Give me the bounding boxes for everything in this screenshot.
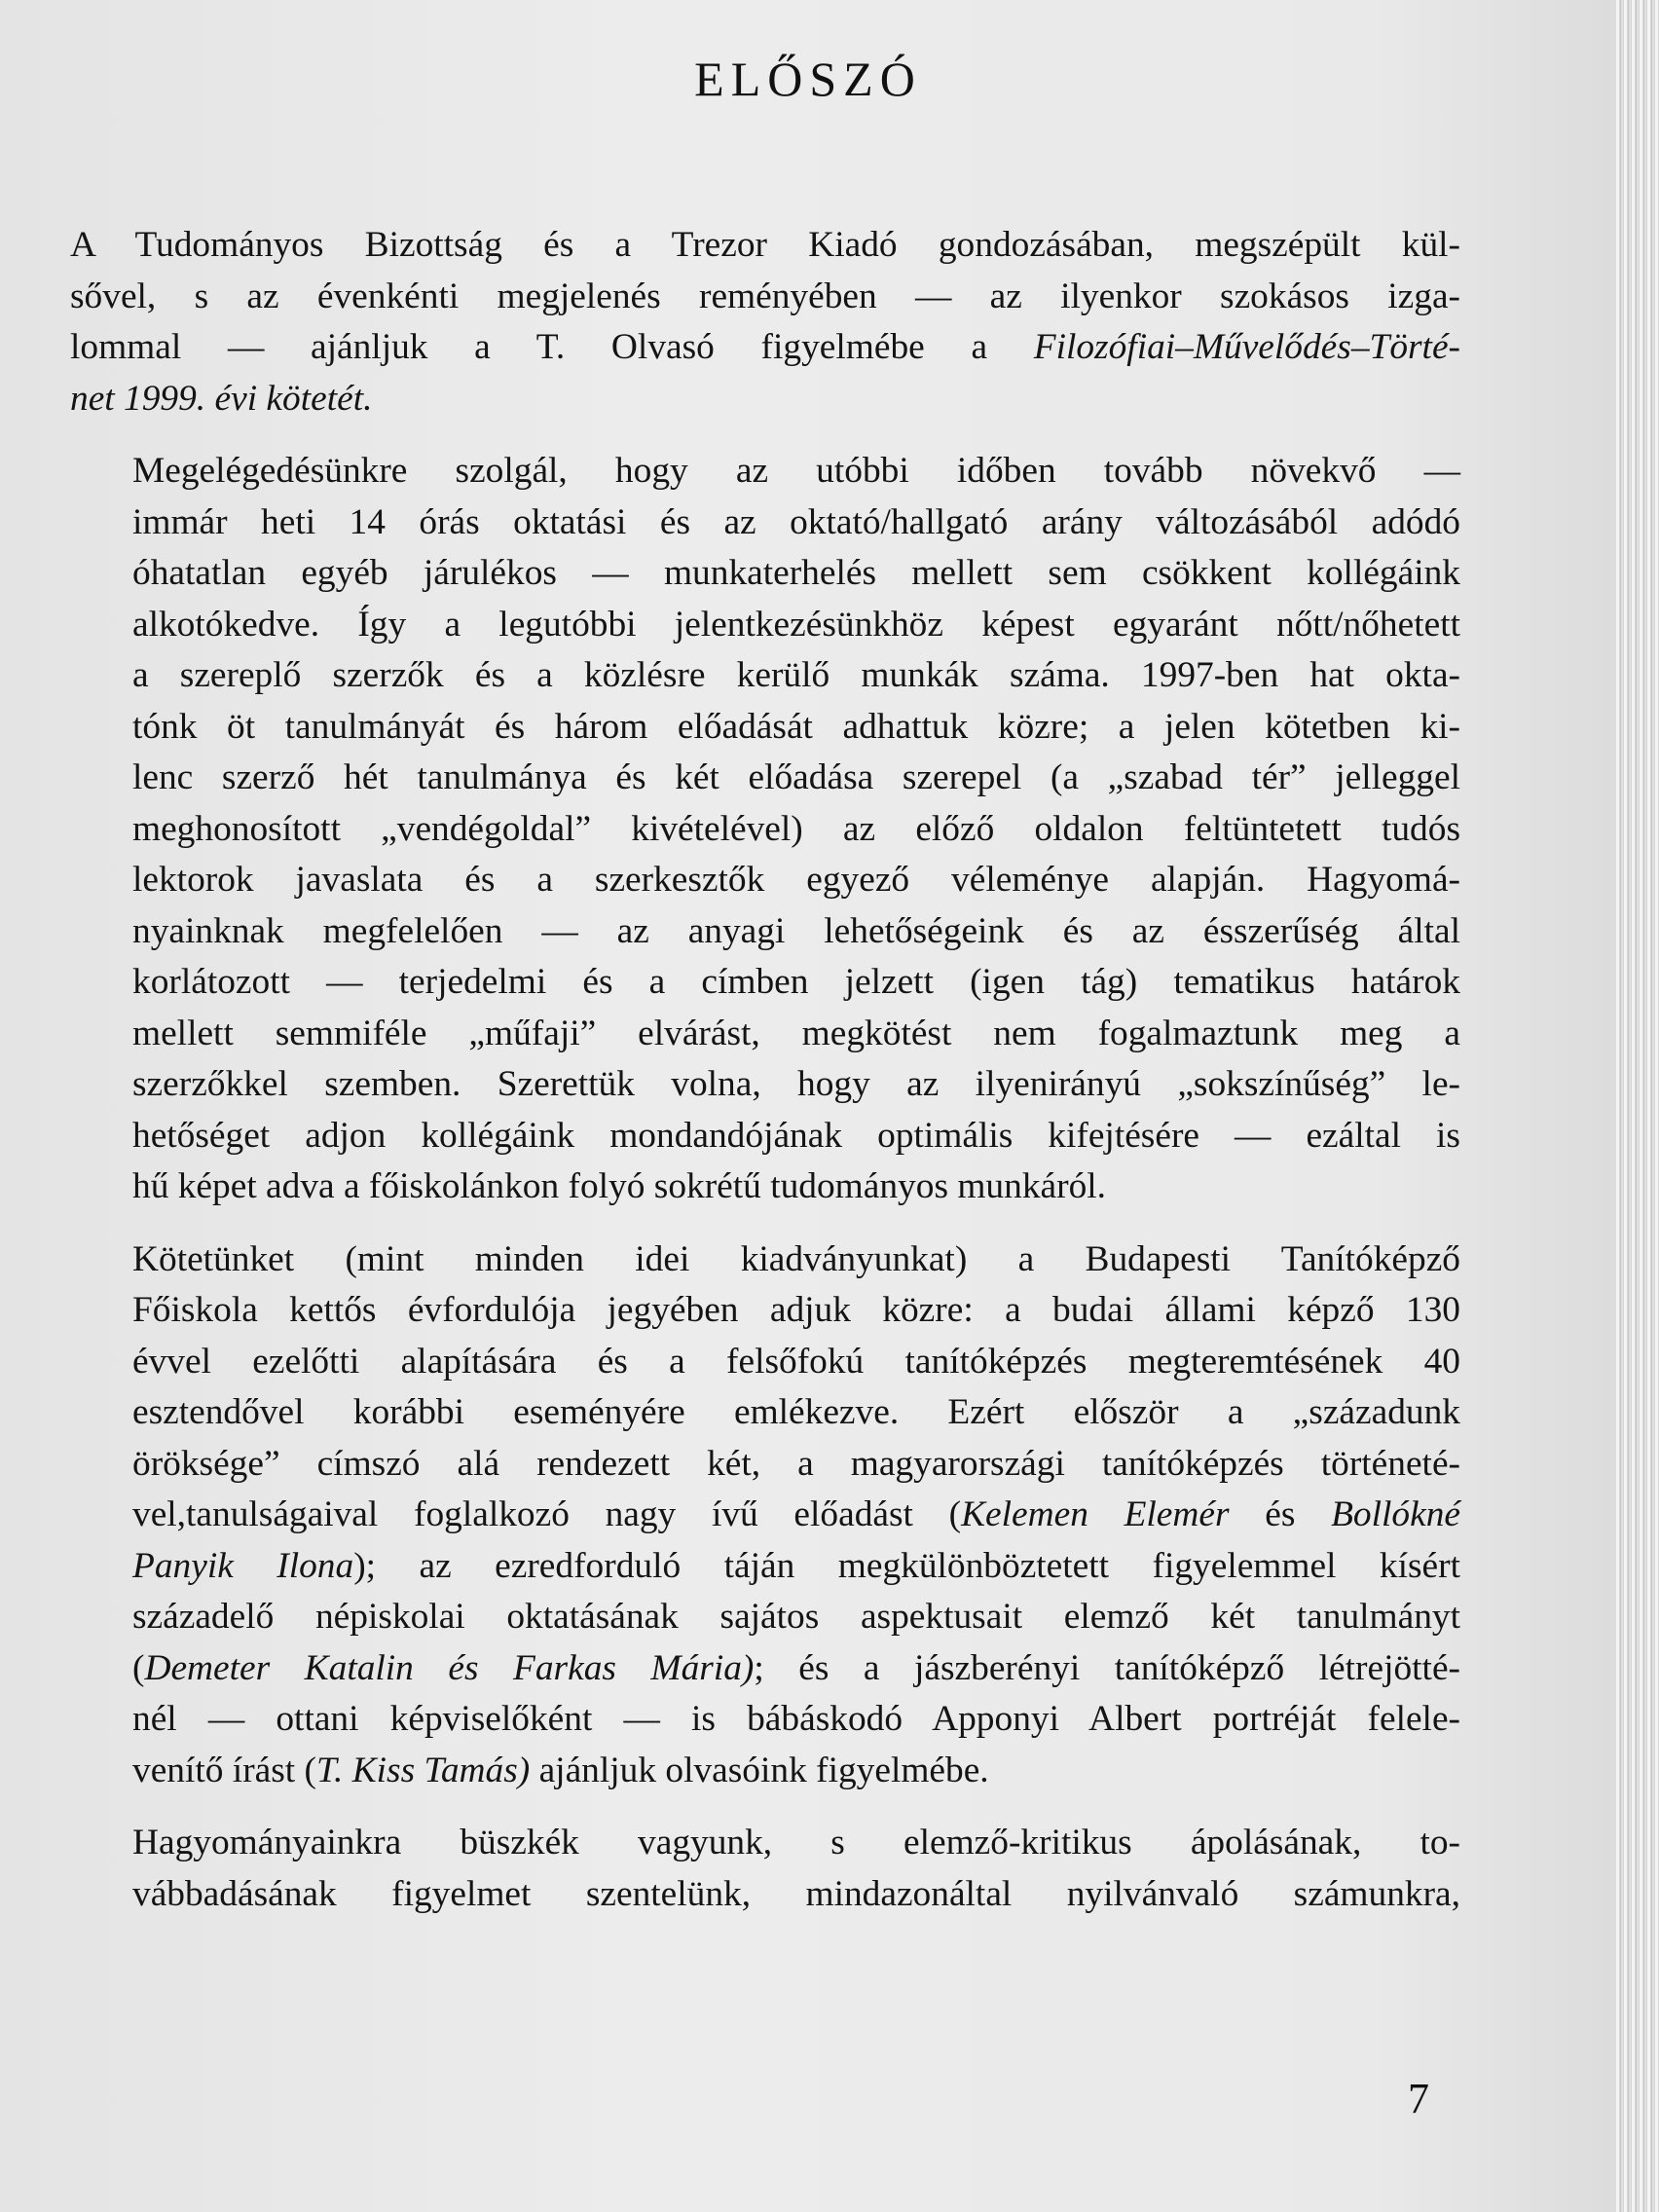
text-run: és <box>1229 1494 1332 1534</box>
text-line <box>70 374 1460 425</box>
text-line: hű képet adva a főiskolánkon folyó sokrétű tudományos munkáról. <box>132 1166 1106 1206</box>
text-line: óhatatlan egyéb járulékos — munkaterhelés mellett sem csökkent kollégáink <box>132 553 1460 593</box>
paragraph <box>70 1818 1460 1920</box>
text-line: Kötetünket (mint minden idei kiadványunkat) a Budapesti Tanítóképző <box>132 1238 1460 1279</box>
italic-text: net 1999. évi kötetét. <box>70 378 373 419</box>
text-line: immár heti 14 órás oktatási és az oktató/hallgató arány változásából adódó <box>132 501 1460 542</box>
text-line: mellett semmiféle „műfaji” elvárást, megkötést nem fogalmaztunk meg a <box>132 1013 1460 1053</box>
text-run: ; és a jászberényi tanítóképző létrejötté- <box>754 1647 1460 1688</box>
italic-text: Panyik Ilona <box>132 1545 354 1586</box>
italic-text: Kelemen Elemér <box>961 1494 1230 1534</box>
text-line <box>70 1541 1460 1593</box>
text-line: meghonosított „vendégoldal” kivételével) az előző oldalon feltüntetett tudós <box>132 808 1460 849</box>
text-line: hetőséget adjon kollégáink mondandójának optimális kifejtésére — ezáltal is <box>132 1115 1460 1156</box>
text-line: századelő népiskolai oktatásának sajátos aspektusait elemző két tanulmányt <box>132 1597 1460 1637</box>
italic-text: Filozófiai–Művelődés–Törté- <box>1033 327 1460 367</box>
text-line: esztendővel korábbi eseményére emlékezve. Ezért először a „századunk <box>132 1392 1460 1432</box>
italic-text: T. Kiss Tamás) <box>315 1750 531 1790</box>
text-line: Megelégedésünkre szolgál, hogy az utóbbi időben tovább növekvő — <box>132 451 1460 491</box>
text-line: lektorok javaslata és a szerkesztők egyező véleménye alapján. Hagyomá- <box>132 860 1460 900</box>
text-line <box>70 1490 1460 1541</box>
text-line <box>70 1746 1460 1797</box>
text-line: a szereplő szerzők és a közlésre kerülő munkák száma. 1997-ben hat okta- <box>132 655 1460 695</box>
text-line: korlátozott — terjedelmi és a címben jelzett (igen tág) tematikus határok <box>132 962 1460 1002</box>
text-line: nyainknak megfelelően — az anyagi lehetőségeink és az ésszerűség által <box>132 910 1460 951</box>
text-line <box>70 322 1460 374</box>
text-line: tónk öt tanulmányát és három előadását adhattuk közre; a jelen kötetben ki- <box>132 706 1460 747</box>
text-run: ); az ezredforduló táján megkülönböztetett figyelemmel kísért <box>353 1545 1460 1586</box>
text-run: vel,tanulságaival foglalkozó nagy ívű előadást ( <box>132 1494 962 1534</box>
paragraph <box>70 220 1460 424</box>
text-line: öröksége” címszó alá rendezett két, a magyarországi tanítóképzés történeté- <box>132 1443 1460 1484</box>
text-line: nél — ottani képviselőként — is bábáskodó Apponyi Albert portréját felele- <box>132 1699 1460 1739</box>
text-line: vábbadásának figyelmet szentelünk, mindazonáltal nyilvánvaló számunkra, <box>132 1873 1460 1914</box>
text-run: ajánljuk olvasóink figyelmébe. <box>530 1750 989 1790</box>
text-line: lenc szerző hét tanulmánya és két előadása szerepel (a „szabad tér” jelleggel <box>132 757 1460 797</box>
text-run: lommal — ajánljuk a T. Olvasó figyelmébe a <box>70 327 1034 367</box>
text-line: évvel ezelőtti alapítására és a felsőfokú tanítóképzés megteremtésének 40 <box>132 1341 1460 1382</box>
italic-text: Demeter Katalin és Farkas Mária) <box>144 1647 755 1688</box>
text-line: Hagyományainkra büszkék vagyunk, s elemző-kritikus ápolásának, to- <box>132 1823 1460 1862</box>
text-run: ( <box>132 1647 145 1688</box>
page-stack-edge <box>1616 0 1659 2212</box>
italic-text: Bollókné <box>1331 1494 1460 1534</box>
text-line: sővel, s az évenkénti megjelenés reményében — az ilyenkor szokásos izga- <box>70 276 1460 316</box>
paragraph <box>70 446 1460 1213</box>
text-run: venítő írást ( <box>132 1750 316 1790</box>
text-line: szerzőkkel szemben. Szerettük volna, hogy az ilyenirányú „sokszínűség” le- <box>132 1064 1460 1104</box>
paragraph <box>70 1235 1460 1797</box>
text-line <box>70 1643 1460 1695</box>
body-text <box>70 220 1460 1941</box>
page-number: 7 <box>1408 2075 1429 2122</box>
text-line: Főiskola kettős évfordulója jegyében adjuk közre: a budai állami képző 130 <box>132 1290 1460 1330</box>
text-line: A Tudományos Bizottság és a Trezor Kiadó gondozásában, megszépült kül- <box>70 225 1460 265</box>
page-title: ELŐSZÓ <box>694 52 922 106</box>
text-line: alkotókedve. Így a legutóbbi jelentkezésünkhöz képest egyaránt nőtt/nőhetett <box>132 604 1460 645</box>
